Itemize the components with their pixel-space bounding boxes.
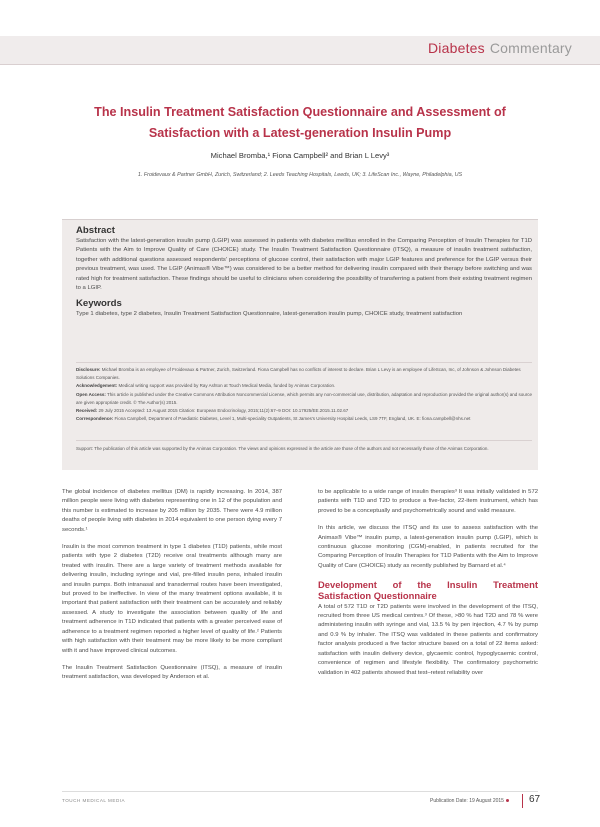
abstract-text: Satisfaction with the latest-generation insulin pump (LGIP) was assessed in patients with diabetes mellitus enrolled in the Comparing Perception of Insulin Therapies for T1D Patients with the Aim to Improve Quality of Care (CHOICE) study. The Insulin Treatment Satisfaction Questionnaire (ITSQ), a measure of insulin treatment satisfaction, together with additional questions assessed respondents' perceptions of glucose control, their satisfaction with major LGIP features and preference for the LGIP versus their previous treatment, was used. The LGIP (Animas® Vibe™) was considered to be a better method for delivering insulin compared with their therapy before switching and was rated high for treatment satisfaction. These findings should be useful to clinicians when considering the possibility of transferring a patient from their existing treatment regimen to a LGIP. bbox=[76, 238, 532, 292]
journal-header bbox=[428, 40, 572, 56]
publisher-name: TOUCH MEDICAL MEDIA bbox=[62, 798, 126, 803]
body-paragraph: In this article, we discuss the ITSQ and its use to assess satisfaction with the Animas® Vibe™ insulin pump, a latest-generation insulin pump (LGIP), which is continuous glucose monitoring (CGM)-enabled, in patients recruited for the Comparing Perception of Insulin Therapies for T1D Patients with the Aim to Improve Quality of Care (CHOICE) study as recently published by Barnard et al.⁴ bbox=[318, 525, 538, 569]
acknowledgement-label: Acknowledgement: bbox=[76, 383, 118, 389]
correspondence-label: Correspondence: bbox=[76, 416, 114, 422]
section-heading: Development of the Insulin Treatment Satisfaction Questionnaire bbox=[318, 579, 538, 602]
received-text: 29 July 2015 Accepted: 13 August 2015 Citation: European Endocrinology, 2015;11(2):67–9 DOI: 10.17925/EE.2015.11.02.67 bbox=[98, 408, 349, 414]
keywords-heading: Keywords bbox=[76, 298, 122, 310]
title-line-1: The Insulin Treatment Satisfaction Questionnaire and Assessment of bbox=[94, 105, 506, 119]
open-access-line bbox=[76, 391, 532, 407]
body-paragraph: The Insulin Treatment Satisfaction Questionnaire (ITSQ), a measure of insulin treatment satisfaction, was developed by Anderson et al. bbox=[62, 664, 282, 681]
acknowledgement-text: Medical writing support was provided by Ray Ashton at Touch Medical Media, funded by Animas Corporation. bbox=[118, 383, 336, 389]
received-label: Received: bbox=[76, 408, 98, 414]
abstract-content bbox=[76, 225, 532, 320]
footer-separator bbox=[522, 794, 523, 808]
body-column-right bbox=[318, 488, 538, 686]
correspondence-line bbox=[76, 415, 532, 423]
footer-divider bbox=[62, 791, 538, 792]
body-paragraph: The global incidence of diabetes mellitus (DM) is rapidly increasing. In 2014, 387 million people were living with diabetes representing one in 12 of the population and this number is estimated to increase by 205 million by 2035. There were 4.9 million deaths of people living with diabetes in 2014 equivalent to one person dying every 7 seconds.¹ bbox=[62, 489, 282, 533]
page-number: 67 bbox=[529, 794, 541, 805]
title-line-2: Satisfaction with a Latest-generation Insulin Pump bbox=[148, 126, 452, 140]
disclosures-block bbox=[76, 362, 532, 423]
article-title bbox=[70, 102, 530, 144]
section-name: Commentary bbox=[489, 40, 572, 56]
publication-date bbox=[430, 798, 509, 804]
body-paragraph: Insulin is the most common treatment in type 1 diabetes (T1D) patients, while most patients with type 2 diabetes (T2D) receive oral treatments although many are treated with insulin. There are a large variety of treatment methods available for delivering insulin, including syringe and vial, pre-filled insulin pens, inhaled insulin and insulin pumps. Both intranasal and transdermal routes have been investigated, but proved to be ineffective. In view of the many treatment options available, it is important that patient satisfaction with their treatment can be accurately and reliably assessed. A study to investigate the association between quality of life and treatment adherence in T1D indicated that patients with a greater perceived ease of adherence to a treatment regimen reported a higher level of quality of life.² Patients with high satisfaction with their treatment may be more likely to be more compliant with it and have improved clinical outcomes. bbox=[62, 544, 282, 654]
abstract-box bbox=[62, 219, 538, 470]
abstract-heading: Abstract bbox=[76, 225, 115, 236]
keywords-text: Type 1 diabetes, type 2 diabetes, Insulin Treatment Satisfaction Questionnaire, latest-generation insulin pump, CHOICE study, treatment satisfaction bbox=[76, 311, 463, 318]
author-list: Michael Bromba,¹ Fiona Campbell² and Brian L Levy³ bbox=[210, 151, 390, 160]
acknowledgement-line bbox=[76, 382, 532, 390]
disclosure-text: Michael Bromba is an employee of Froidevaux & Partner, Zurich, Switzerland. Fiona Campbell has no conflicts of interest to declare. Brian L Levy is an employee of LifeScan, Inc, of Johnson & Johnson Diabetes Solutions Companies. bbox=[76, 367, 521, 381]
open-access-label: Open Access: bbox=[76, 391, 106, 397]
body-column-left bbox=[62, 488, 282, 691]
journal-name: Diabetes bbox=[428, 40, 485, 56]
bullet-icon bbox=[506, 799, 509, 802]
publication-date-text: Publication Date: 19 August 2015 bbox=[430, 798, 504, 804]
body-paragraph: to be applicable to a wide range of insulin therapies³ It was initially validated in 572 patients with T1D and T2D to produce a five-factor, 22-item instrument, which has proved to be a conceptually and psychometrically sound and valid measure. bbox=[318, 489, 538, 514]
received-line bbox=[76, 407, 532, 415]
affiliations: 1. Froidevaux & Partner GmbH, Zurich, Switzerland; 2. Leeds Teaching Hospitals, Leeds, UK; 3. LifeScan Inc., Wayne, Philadelphia, US bbox=[137, 172, 463, 178]
support-note: Support: The publication of this article was supported by the Animas Corporation. The views and opinions expressed in the article are those of the authors and not necessarily those of the Animas Corporation. bbox=[76, 440, 532, 453]
disclosure-line bbox=[76, 366, 532, 382]
body-paragraph: A total of 572 T1D or T2D patients were involved in the development of the ITSQ, recruited from three US medical centres.³ Of these, >80 % had T2D and 78 % were administering insulin with syringe and vial, 13.5 % by pen injection, 4.7 % by pump and 0.9 % by inhaler. The ITSQ was validated in these patients and confirmatory factor analysis produced a five factor structure based on a total of 22 items asked: satisfaction with insulin delivery device, glycaemic control, hypoglycaemic control, convenience of regimen and lifestyle flexibility. The confirmatory psychometric validation in 402 patients showed that test–retest reliability over bbox=[318, 603, 538, 676]
correspondence-text: Fiona Campbell, Department of Paediatric Diabetes, Level 1, Multi-speciality Outpatients, St James's University Hospital Leeds, LS9 7TF, England, UK. E: fiona.campbell@nhs.net bbox=[114, 416, 471, 422]
disclosure-label: Disclosure: bbox=[76, 367, 101, 372]
open-access-text: This article is published under the Creative Commons Attribution Noncommercial License, which permits any non-commercial use, distribution, adaptation and reproduction provided the original author(s) and source are given appropriate credit. © The Author(s) 2015. bbox=[76, 391, 532, 405]
